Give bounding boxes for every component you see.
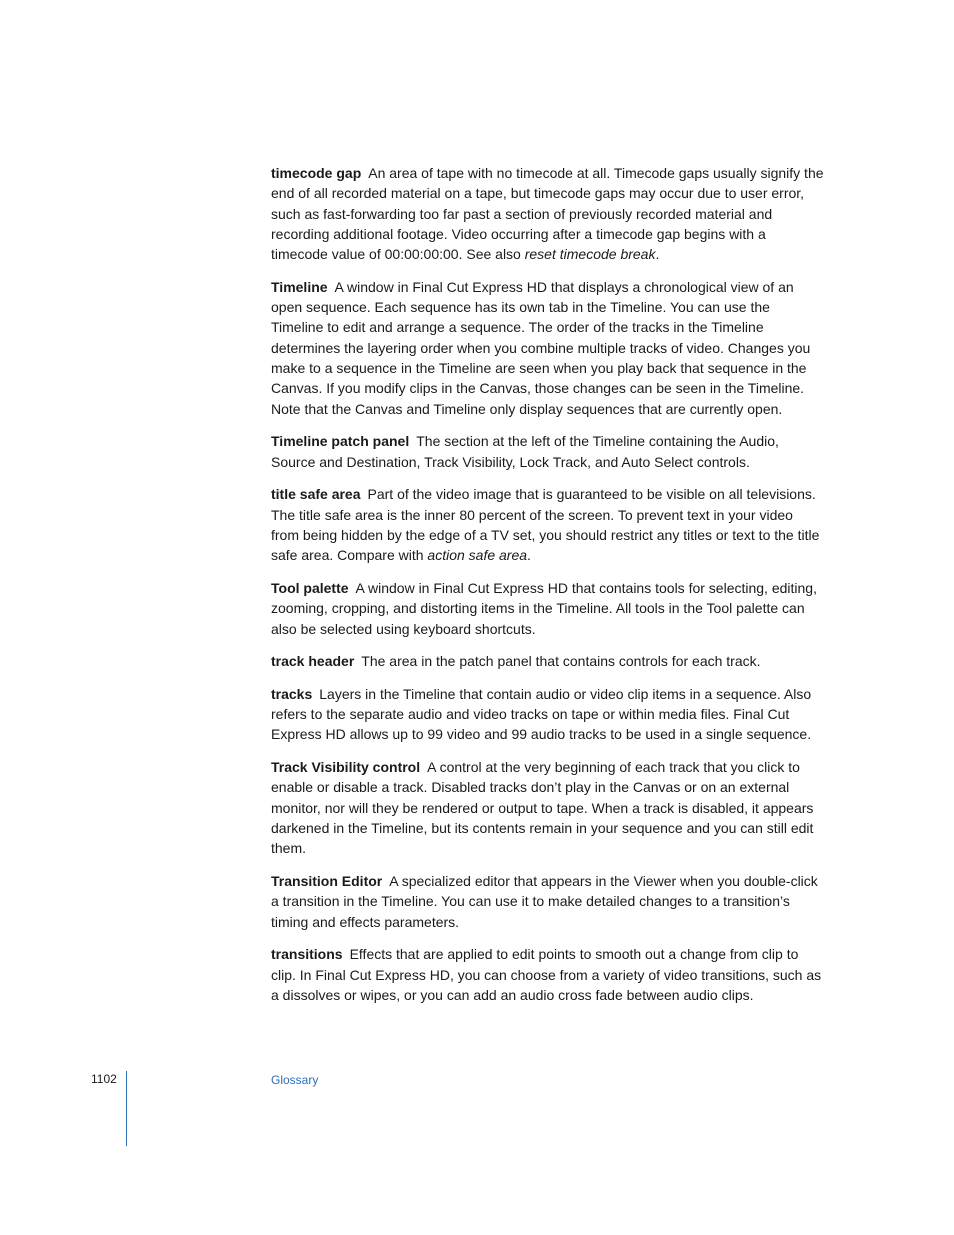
glossary-entry [271, 651, 824, 671]
definition-text: Effects that are applied to edit points to smooth out a change from clip to clip. In Final Cut Express HD, you can choose from a variety of video transitions, such as a dissolves or wipes, or you can add an audio cross fade between audio clips. [271, 946, 822, 1003]
glossary-entry [271, 871, 824, 932]
glossary-term: Timeline [271, 278, 328, 295]
glossary-term: tracks [271, 685, 313, 702]
glossary-term: Tool palette [271, 579, 349, 596]
definition-text: Part of the video image that is guaranteed to be visible on all televisions. The title safe area is the inner 80 percent of the screen. To prevent text in your video from being hidden by the edge of a TV set, you should restrict any titles or text to the title safe area. Compare with [271, 486, 820, 564]
glossary-entry [271, 757, 824, 858]
glossary-term: Transition Editor [271, 873, 383, 890]
definition-text: The section at the left of the Timeline containing the Audio, Source and Destination, Track Visibility, Lock Track, and Auto Select controls. [271, 433, 779, 470]
glossary-entry [271, 277, 824, 419]
glossary-term: track header [271, 653, 355, 670]
definition-text: Layers in the Timeline that contain audio or video clip items in a sequence. Also refers to the separate audio and video tracks on tape or within media files. Final Cut Express HD allows up to 99 video and 99 audio tracks to be used in a single sequence. [271, 685, 812, 743]
glossary-definition [271, 946, 821, 1003]
glossary-entry [271, 944, 824, 1005]
definition-text: A window in Final Cut Express HD that displays a chronological view of an open sequence. Each sequence has its own tab in the Timeline. You can use the Timeline to edit and arrange a sequence. The order of the tracks in the Timeline determines the layering order when you combine multiple tracks of video. Changes you make to a sequence in the Timeline are seen when you play back that sequence in the Canvas. If you modify clips in the Canvas, those changes can be seen in the Timeline. Note that the Canvas and Timeline only display sequences that are currently open. [271, 278, 811, 417]
glossary-term: timecode gap [271, 165, 362, 181]
glossary-term: transitions [271, 946, 343, 963]
glossary-entry [271, 484, 824, 565]
glossary-entry [271, 431, 824, 472]
cross-reference: reset timecode break [524, 246, 656, 263]
definition-text: A specialized editor that appears in the Viewer when you double-click a transition in the Timeline. You can use it to make detailed changes to a transition’s timing and effects parameters. [271, 873, 818, 930]
footer-section-link[interactable]: Glossary [271, 1073, 319, 1087]
definition-text: A control at the very beginning of each track that you click to enable or disable a track. Disabled tracks don’t play in the Canvas or on an external monitor, nor will they be rendered or output to tape. When a track is disabled, it appears darkened in the Timeline, but its contents remain in your sequence and you can still edit them. [271, 759, 814, 857]
glossary-entry [271, 578, 824, 639]
glossary-term: Track Visibility control [271, 759, 421, 776]
glossary-entry [271, 684, 824, 745]
footer-divider [126, 1071, 127, 1146]
glossary-definition [271, 580, 817, 637]
glossary-entry [271, 163, 824, 264]
glossary-definition [271, 686, 811, 743]
definition-text: An area of tape with no timecode at all. Timecode gaps usually signify the end of all recorded material on a tape, but timecode gaps may occur due to user error, such as fast-forwarding too far past a section of previously recorded material and recording additional footage. Video occurring after a timecode gap begins with a timecode value of 00:00:00:00. See also [271, 165, 824, 263]
definition-text: . [527, 547, 531, 564]
glossary-term: Timeline patch panel [271, 433, 410, 450]
page-number: 1102 [91, 1072, 117, 1086]
glossary-definition [271, 279, 810, 417]
glossary-definition [361, 653, 760, 669]
cross-reference: action safe area [427, 547, 528, 564]
glossary-term: title safe area [271, 486, 361, 503]
glossary-content [271, 163, 824, 1018]
definition-text: The area in the patch panel that contains controls for each track. [361, 653, 761, 670]
definition-text: . [655, 246, 660, 263]
definition-text: A window in Final Cut Express HD that contains tools for selecting, editing, zooming, cropping, and distorting items in the Timeline. All tools in the Tool palette can also be selected using keyboard shortcuts. [271, 579, 817, 637]
